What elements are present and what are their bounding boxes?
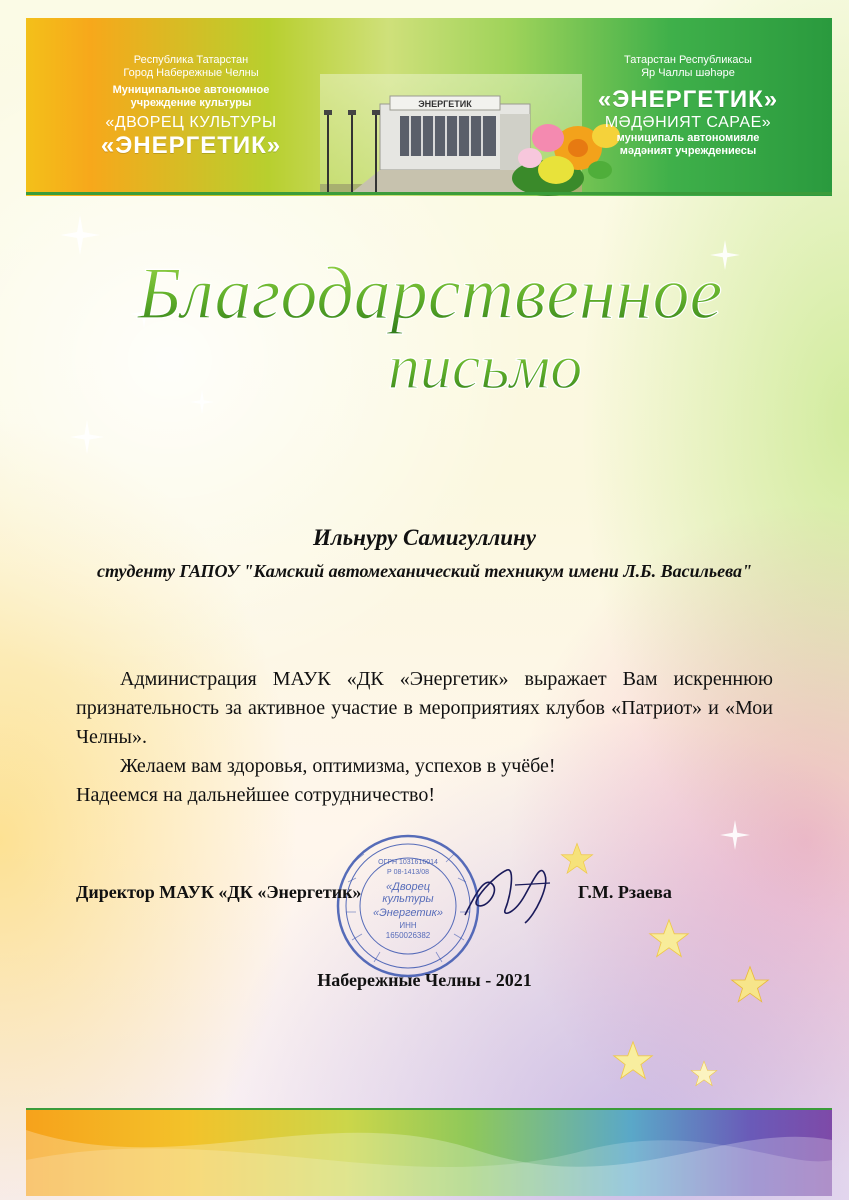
footer-wave-decoration — [26, 1110, 832, 1196]
title-line2: письмо — [387, 331, 583, 402]
header-left-line2: Город Набережные Челны — [123, 67, 259, 79]
stamp-inn-label: ИНН — [399, 921, 417, 930]
header-right-line2: Яр Чаллы шәһәре — [641, 67, 735, 79]
header-right-line3: «ЭНЕРГЕТИК» — [597, 86, 779, 113]
signer-name: Г.М. Рзаева — [578, 882, 672, 902]
recipient-name: Ильнуру Самигуллину — [312, 525, 537, 550]
header-right-line6: мәдәният учреждениесы — [619, 145, 757, 157]
sparkle-icon — [60, 215, 100, 255]
director-title: Директор МАУК «ДК «Энергетик» — [76, 882, 362, 902]
header-right-block — [558, 54, 818, 158]
header-left-line6: «ЭНЕРГЕТИК» — [100, 132, 282, 159]
body-paragraph-2: Желаем вам здоровья, оптимизма, успехов в учёбе! — [120, 755, 556, 777]
building-sign-text: ЭНЕРГЕТИК — [418, 99, 472, 109]
title-line1: Благодарственное — [137, 253, 723, 335]
city-year: Набережные Челны - 2021 — [317, 970, 532, 990]
star-icon — [690, 1060, 718, 1088]
header-left-line3: Муниципальное автономное — [112, 84, 270, 96]
header-banner — [26, 18, 832, 196]
star-icon — [560, 842, 594, 876]
header-right-line4: МӘДӘНИЯТ САРАЕ» — [604, 114, 772, 131]
stamp-center-line2: культуры — [382, 893, 434, 905]
header-left-line1: Республика Татарстан — [133, 54, 249, 66]
body-paragraph-3: Надеемся на дальнейшее сотрудничество! — [76, 784, 436, 806]
stamp-center-line3: «Энергетик» — [373, 907, 443, 919]
body-paragraph-1: Администрация МАУК «ДК «Энергетик» выражает Вам искреннюю признательность за активное участие в мероприятиях клубов «Патриот» и «Мои Челны». — [76, 668, 773, 748]
header-left-block — [66, 54, 316, 160]
header-divider — [26, 192, 832, 195]
star-icon — [648, 918, 690, 960]
signature-row — [76, 882, 773, 912]
recipient-description: студенту ГАПОУ "Камский автомеханический техникум имени Л.Б. Васильева" — [97, 561, 752, 581]
header-right-line1: Татарстан Республикасы — [624, 54, 752, 66]
header-right-line5: муниципаль автономияле — [616, 132, 760, 144]
star-icon — [612, 1040, 654, 1082]
stamp-reg: Р 08-1413/08 — [386, 869, 430, 876]
sparkle-icon — [70, 420, 104, 454]
footer-decorative-band — [26, 1110, 832, 1196]
sparkle-icon — [720, 820, 750, 850]
stamp-ogrn: ОГРН 1031616014 — [378, 859, 438, 866]
header-left-line5: «ДВОРЕЦ КУЛЬТУРЫ — [105, 114, 277, 131]
header-left-line4: учреждение культуры — [130, 97, 252, 109]
title-block — [100, 228, 760, 408]
letter-body — [76, 665, 773, 810]
stamp-center-line1: «Дворец — [385, 881, 431, 893]
stamp-inn: 1650026382 — [385, 931, 431, 940]
